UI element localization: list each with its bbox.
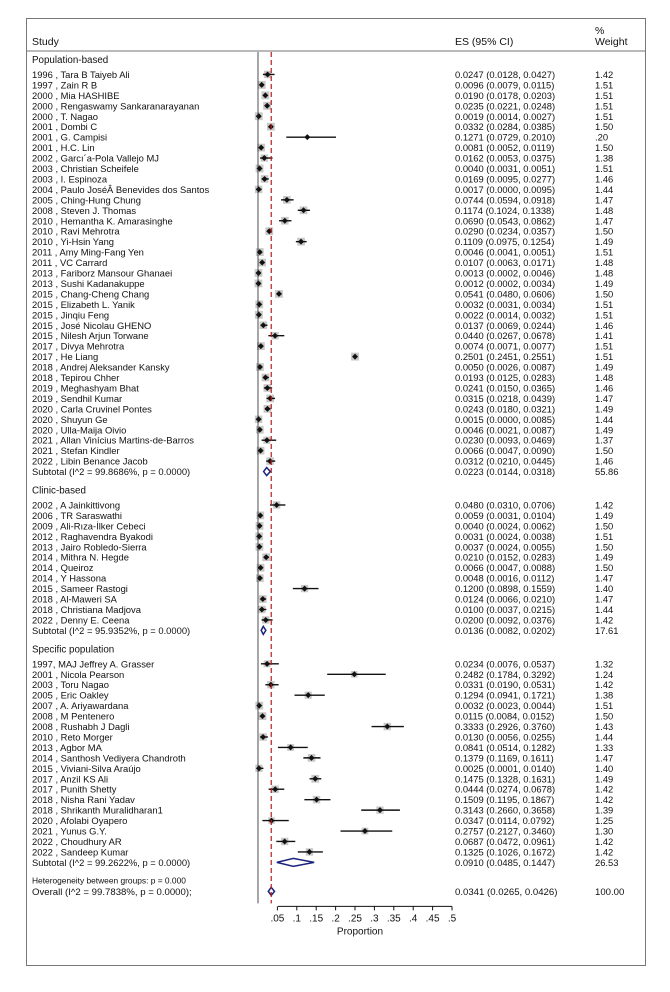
study-weight: 1.42 (595, 68, 614, 80)
study-es: 0.0040 (0.0031, 0.0051) (455, 163, 556, 174)
study-weight: 1.44 (595, 413, 614, 425)
study-label: 2020 , Carla Cruvinel Pontes (32, 403, 152, 415)
study-es: 0.0744 (0.0594, 0.0918) (455, 194, 556, 206)
study-label: 1997, MAJ Jeffrey A. Grasser (32, 658, 155, 670)
study-es: 0.0059 (0.0031, 0.0104) (455, 509, 556, 521)
x-tick-label: .05 (270, 913, 285, 925)
study-weight: 1.47 (595, 215, 614, 227)
study-es: 0.0687 (0.0472, 0.0961) (455, 835, 556, 847)
study-label: 2000 , T. Nagao (32, 110, 99, 122)
study-label: 2022 , Libin Benance Jacob (32, 455, 148, 467)
study-label: 2019 , Sendhil Kumar (32, 392, 123, 404)
study-es: 0.0046 (0.0021, 0.0087) (455, 424, 556, 436)
study-es: 0.1379 (0.1169, 0.1611) (455, 752, 554, 764)
study-label: 2010 , Ravi Mehrotra (32, 225, 120, 237)
study-label: 2017 , Anzil KS Ali (32, 773, 109, 785)
study-label: 2015 , Viviani-Silva Araújo (32, 762, 141, 774)
x-tick-label: .1 (292, 913, 301, 925)
study-es: 0.0046 (0.0041, 0.0051) (455, 246, 556, 258)
study-label: 2022 , Sandeep Kumar (32, 846, 129, 858)
study-weight: 1.42 (595, 794, 614, 806)
x-tick-label: .15 (309, 913, 324, 925)
study-es: 0.0040 (0.0024, 0.0062) (455, 520, 556, 532)
study-es: 0.0100 (0.0037, 0.0215) (455, 603, 556, 615)
subtotal-es: 0.0136 (0.0082, 0.0202) (455, 624, 556, 636)
study-weight: 1.50 (595, 710, 614, 722)
study-weight: 1.51 (595, 100, 614, 112)
study-weight: 1.47 (595, 752, 614, 764)
study-weight: 1.48 (595, 204, 614, 216)
group-title: Population-based (32, 55, 109, 66)
study-weight: 1.38 (595, 689, 614, 701)
study-es: 0.0137 (0.0069, 0.0244) (455, 319, 556, 331)
study-weight: 1.42 (595, 846, 614, 858)
study-weight: 1.43 (595, 721, 614, 733)
study-es: 0.0096 (0.0079, 0.0115) (455, 79, 555, 91)
study-label: 2017 , Divya Mehrotra (32, 340, 125, 352)
study-es: 0.0115 (0.0084, 0.0152) (455, 710, 555, 722)
study-es: 0.0247 (0.0128, 0.0427) (455, 68, 556, 80)
study-label: 2000 , Rengaswamy Sankaranarayanan (32, 100, 200, 112)
study-es: 0.0210 (0.0152, 0.0283) (455, 551, 556, 563)
study-es: 0.0066 (0.0047, 0.0088) (455, 562, 556, 574)
study-label: 2015 , Nilesh Arjun Torwane (32, 330, 149, 342)
study-weight: 1.51 (595, 340, 614, 352)
study-label: 2010 , Reto Morger (32, 731, 113, 743)
study-weight: 1.42 (595, 835, 614, 847)
study-es: 0.0193 (0.0125, 0.0283) (455, 372, 556, 383)
study-weight: 1.50 (595, 520, 614, 532)
study-label: 2018 , Shrikanth Muralidharan1 (32, 804, 163, 816)
study-weight: 1.46 (595, 455, 614, 467)
study-weight: 1.49 (595, 509, 614, 521)
study-es: 0.0019 (0.0014, 0.0027) (455, 110, 556, 122)
subtotal-diamond (261, 626, 266, 634)
study-label: 2003 , Christian Scheifele (32, 163, 139, 174)
study-es: 0.0331 (0.0190, 0.0531) (455, 679, 556, 691)
study-label: 2014 , Queiroz (32, 562, 94, 574)
study-es: 0.1174 (0.1024, 0.1338) (455, 204, 555, 216)
study-es: 0.2757 (0.2127, 0.3460) (455, 825, 556, 837)
study-es: 0.0169 (0.0095, 0.0277) (455, 173, 556, 185)
study-label: 2020 , Afolabi Oyapero (32, 815, 128, 827)
study-es: 0.0312 (0.0210, 0.0445) (455, 455, 556, 467)
study-es: 0.3143 (0.2660, 0.3658) (455, 804, 556, 816)
study-label: 2020 , Shuyun Ge (32, 413, 108, 425)
study-weight: 1.37 (595, 434, 614, 446)
subtotal-es: 0.0223 (0.0144, 0.0318) (455, 466, 556, 478)
study-label: 2022 , Denny E. Ceena (32, 614, 130, 626)
study-es: 0.0480 (0.0310, 0.0706) (455, 499, 556, 511)
study-label: 2012 , Raghavendra Byakodi (32, 530, 153, 542)
study-label: 2018 , Nisha Rani Yadav (32, 794, 135, 806)
study-label: 2005 , Eric Oakley (32, 689, 109, 701)
study-weight: 1.49 (595, 551, 614, 563)
study-weight: 1.51 (595, 110, 614, 122)
study-weight: 1.44 (595, 731, 614, 743)
study-es: 0.1294 (0.0941, 0.1721) (455, 689, 556, 701)
study-label: 2010 , Yi-Hsin Yang (32, 236, 114, 248)
x-tick-label: .45 (425, 913, 440, 925)
study-weight: 1.44 (595, 183, 614, 195)
study-es: 0.0107 (0.0063, 0.0171) (455, 257, 556, 269)
study-es: 0.3333 (0.2926, 0.3760) (455, 721, 556, 733)
subtotal-diamond (277, 858, 314, 866)
study-weight: 1.46 (595, 382, 614, 394)
study-es: 0.0050 (0.0026, 0.0087) (455, 361, 556, 373)
study-label: 2020 , Ulla-Maija Oivio (32, 424, 127, 436)
overall-label: Overall (I^2 = 99.7838%, p = 0.0000); (32, 886, 192, 898)
study-label: 2007 , A. Ariyawardana (32, 700, 129, 712)
study-es: 0.1325 (0.1026, 0.1672) (455, 846, 556, 858)
study-label: 2013 , Fariborz Mansour Ghanaei (32, 267, 173, 279)
study-label: 2001 , H.C. Lin (32, 142, 95, 154)
study-weight: 1.24 (595, 668, 614, 680)
x-tick-label: .4 (409, 913, 418, 925)
study-es: 0.1509 (0.1195, 0.1867) (455, 794, 555, 806)
study-weight: 1.47 (595, 194, 614, 206)
study-point (304, 134, 310, 140)
study-label: 2019 , Meghashyam Bhat (32, 382, 139, 394)
study-es: 0.1271 (0.0729, 0.2010) (455, 131, 556, 143)
study-weight: 1.49 (595, 277, 614, 289)
study-label: 2014 , Santhosh Vediyera Chandroth (32, 752, 186, 764)
group-title: Specific population (32, 644, 115, 656)
x-tick-label: .25 (348, 913, 362, 925)
study-weight: 1.51 (595, 246, 614, 258)
study-es: 0.0235 (0.0221, 0.0248) (455, 100, 556, 112)
study-es: 0.0022 (0.0014, 0.0032) (455, 309, 556, 321)
study-label: 2017 , He Liang (32, 351, 99, 363)
study-es: 0.0440 (0.0267, 0.0678) (455, 330, 556, 342)
study-es: 0.0013 (0.0002, 0.0046) (455, 267, 556, 279)
study-label: 2000 , Mia HASHIBE (32, 89, 120, 101)
study-label: 2008 , M Pentenero (32, 710, 115, 722)
study-weight: 1.50 (595, 541, 614, 553)
study-es: 0.0130 (0.0056, 0.0255) (455, 731, 556, 743)
x-tick-label: .35 (386, 913, 401, 925)
study-label: 1997 , Zain R B (32, 79, 98, 91)
study-es: 0.0066 (0.0047, 0.0090) (455, 445, 556, 457)
study-es: 0.1109 (0.0975, 0.1254) (455, 236, 555, 248)
study-label: 2004 , Paulo JoséÂ Benevides dos Santos (32, 183, 210, 195)
study-label: 2005 , Ching-Hung Chung (32, 194, 141, 206)
overall-es: 0.0341 (0.0265, 0.0426) (455, 886, 558, 898)
study-weight: 1.48 (595, 372, 614, 383)
study-weight: 1.30 (595, 825, 614, 837)
study-weight: 1.39 (595, 804, 614, 816)
study-weight: 1.51 (595, 163, 614, 174)
study-es: 0.0690 (0.0543, 0.0862) (455, 215, 556, 227)
header-weight: Weight (595, 36, 628, 48)
study-es: 0.0032 (0.0031, 0.0034) (455, 298, 556, 310)
study-es: 0.0124 (0.0066, 0.0210) (455, 593, 556, 605)
study-es: 0.0230 (0.0093, 0.0469) (455, 434, 556, 446)
study-es: 0.0200 (0.0092, 0.0376) (455, 614, 556, 626)
x-tick-label: .2 (331, 913, 340, 925)
study-label: 2018 , Al-Maweri SA (32, 593, 117, 605)
study-weight: 1.40 (595, 583, 614, 595)
heterogeneity-note: Heterogeneity between groups: p = 0.000 (32, 875, 186, 886)
study-weight: 1.51 (595, 79, 614, 91)
study-weight: 1.46 (595, 173, 614, 185)
study-weight: 1.44 (595, 603, 614, 615)
study-weight: 1.49 (595, 361, 614, 373)
study-weight: 1.50 (595, 225, 614, 237)
study-es: 0.0037 (0.0024, 0.0055) (455, 541, 556, 553)
study-label: 2001 , G. Campisi (32, 131, 108, 143)
study-label: 2014 , Y Hassona (32, 572, 107, 584)
study-es: 0.0190 (0.0178, 0.0203) (455, 89, 556, 101)
study-weight: 1.25 (595, 815, 614, 827)
study-es: 0.0017 (0.0000, 0.0095) (455, 183, 556, 195)
study-label: 2013 , Agbor MA (32, 741, 102, 753)
study-weight: 1.49 (595, 403, 614, 415)
study-label: 2017 , Punith Shetty (32, 783, 117, 795)
study-es: 0.0315 (0.0218, 0.0439) (455, 392, 556, 404)
study-weight: 1.46 (595, 319, 614, 331)
study-es: 0.0290 (0.0234, 0.0357) (455, 225, 556, 237)
study-label: 2021 , Yunus G.Y. (32, 825, 107, 837)
study-es: 0.0015 (0.0000, 0.0085) (455, 413, 556, 425)
study-es: 0.1200 (0.0898, 0.1559) (455, 583, 556, 595)
study-label: 2015 , Elizabeth L. Yanik (32, 298, 135, 310)
study-label: 2008 , Steven J. Thomas (32, 204, 137, 216)
study-label: 2021 , Allan Vinícius Martins-de-Barros (32, 434, 194, 446)
study-label: 2013 , Sushi Kadanakuppe (32, 277, 145, 289)
study-weight: 1.40 (595, 762, 614, 774)
study-weight: 1.50 (595, 288, 614, 300)
study-es: 0.0081 (0.0052, 0.0119) (455, 142, 555, 154)
study-weight: 1.51 (595, 298, 614, 310)
study-weight: 1.42 (595, 499, 614, 511)
subtotal-weight: 17.61 (595, 624, 619, 636)
study-label: 2014 , Mithra N. Hegde (32, 551, 129, 563)
study-weight: 1.50 (595, 562, 614, 574)
study-label: 2010 , Hemantha K. Amarasinghe (32, 215, 173, 227)
study-es: 0.0012 (0.0002, 0.0034) (455, 277, 556, 289)
study-weight: 1.47 (595, 392, 614, 404)
study-weight: 1.50 (595, 121, 614, 133)
study-weight: 1.50 (595, 445, 614, 457)
study-es: 0.0162 (0.0053, 0.0375) (455, 152, 556, 164)
study-weight: 1.48 (595, 267, 614, 279)
study-weight: .20 (595, 131, 609, 143)
study-es: 0.0234 (0.0076, 0.0537) (455, 658, 556, 670)
study-es: 0.1475 (0.1328, 0.1631) (455, 773, 556, 785)
study-es: 0.2501 (0.2451, 0.2551) (455, 351, 556, 363)
study-es: 0.2482 (0.1784, 0.3292) (455, 668, 556, 680)
study-weight: 1.51 (595, 700, 614, 712)
study-weight: 1.42 (595, 783, 614, 795)
study-weight: 1.47 (595, 572, 614, 584)
header-study: Study (32, 36, 59, 48)
study-label: 2002 , Garcı´a-Pola Vallejo MJ (32, 152, 159, 164)
study-weight: 1.51 (595, 309, 614, 321)
overall-weight: 100.00 (595, 886, 625, 898)
header-es: ES (95% CI) (455, 36, 514, 48)
subtotal-label: Subtotal (I^2 = 99.8686%, p = 0.0000) (32, 466, 191, 478)
study-weight: 1.51 (595, 89, 614, 101)
study-es: 0.0347 (0.0114, 0.0792) (455, 815, 555, 827)
study-weight: 1.51 (595, 530, 614, 542)
study-label: 2015 , Chang-Cheng Chang (32, 288, 150, 300)
study-es: 0.0025 (0.0001, 0.0140) (455, 762, 556, 774)
study-weight: 1.38 (595, 152, 614, 164)
study-label: 2001 , Dombi C (32, 121, 98, 133)
study-label: 2015 , José Nicolau GHENO (32, 319, 152, 331)
study-weight: 1.49 (595, 236, 614, 248)
group-title: Clinic-based (32, 485, 86, 497)
study-label: 2008 , Rushabh J Dagli (32, 721, 130, 733)
study-es: 0.0541 (0.0480, 0.0606) (455, 288, 556, 300)
study-label: 2018 , Tepirou Chher (32, 372, 120, 383)
study-es: 0.0074 (0.0071, 0.0077) (455, 340, 556, 352)
study-weight: 1.51 (595, 351, 614, 363)
study-label: 2003 , I. Espinoza (32, 173, 108, 185)
subtotal-label: Subtotal (I^2 = 95.9352%, p = 0.0000) (32, 624, 191, 636)
subtotal-label: Subtotal (I^2 = 99.2622%, p = 0.0000) (32, 856, 191, 868)
subtotal-weight: 55.86 (595, 466, 619, 478)
study-weight: 1.33 (595, 741, 614, 753)
study-label: 2018 , Andrej Aleksander Kansky (32, 361, 170, 373)
study-label: 2011 , Amy Ming-Fang Yen (32, 246, 144, 258)
study-es: 0.0241 (0.0150, 0.0365) (455, 382, 556, 394)
study-label: 2021 , Stefan Kindler (32, 445, 120, 457)
study-label: 2011 , VC Carrard (32, 257, 108, 269)
study-label: 2015 , Sameer Rastogi (32, 583, 128, 595)
study-weight: 1.32 (595, 658, 614, 670)
study-label: 2003 , Toru Nagao (32, 679, 109, 691)
study-label: 2015 , Jinqiu Feng (32, 309, 110, 321)
x-tick-label: .5 (447, 913, 457, 925)
study-es: 0.0031 (0.0024, 0.0038) (455, 530, 556, 542)
study-label: 2013 , Jairo Robledo-Sierra (32, 541, 147, 553)
study-weight: 1.42 (595, 679, 614, 691)
study-es: 0.0048 (0.0016, 0.0112) (455, 572, 555, 584)
header-weight-percent: % (595, 25, 605, 37)
study-es: 0.0444 (0.0274, 0.0678) (455, 783, 556, 795)
study-weight: 1.49 (595, 424, 614, 436)
study-es: 0.0841 (0.0514, 0.1282) (455, 741, 556, 753)
study-label: 2001 , Nicola Pearson (32, 668, 125, 680)
study-weight: 1.49 (595, 773, 614, 785)
subtotal-weight: 26.53 (595, 856, 619, 868)
study-weight: 1.50 (595, 142, 614, 154)
study-weight: 1.47 (595, 593, 614, 605)
study-label: 2022 , Choudhury AR (32, 835, 122, 847)
study-label: 2002 , A Jainkittivong (32, 499, 121, 511)
study-label: 2006 , TR Saraswathi (32, 509, 122, 521)
x-axis-label: Proportion (336, 926, 384, 938)
subtotal-es: 0.0910 (0.0485, 0.1447) (455, 856, 556, 868)
study-es: 0.0032 (0.0023, 0.0044) (455, 700, 556, 712)
study-weight: 1.48 (595, 257, 614, 269)
study-es: 0.0243 (0.0180, 0.0321) (455, 403, 556, 415)
x-tick-label: .3 (370, 913, 379, 925)
study-weight: 1.42 (595, 614, 614, 626)
study-label: 1996 , Tara B Taiyeb Ali (32, 68, 130, 80)
study-label: 2018 , Christiana Madjova (32, 603, 141, 615)
subtotal-diamond (264, 468, 271, 476)
study-weight: 1.41 (595, 330, 614, 342)
study-es: 0.0332 (0.0284, 0.0385) (455, 121, 556, 133)
study-label: 2009 , Ali-Rıza-İlker Cebeci (32, 520, 146, 532)
